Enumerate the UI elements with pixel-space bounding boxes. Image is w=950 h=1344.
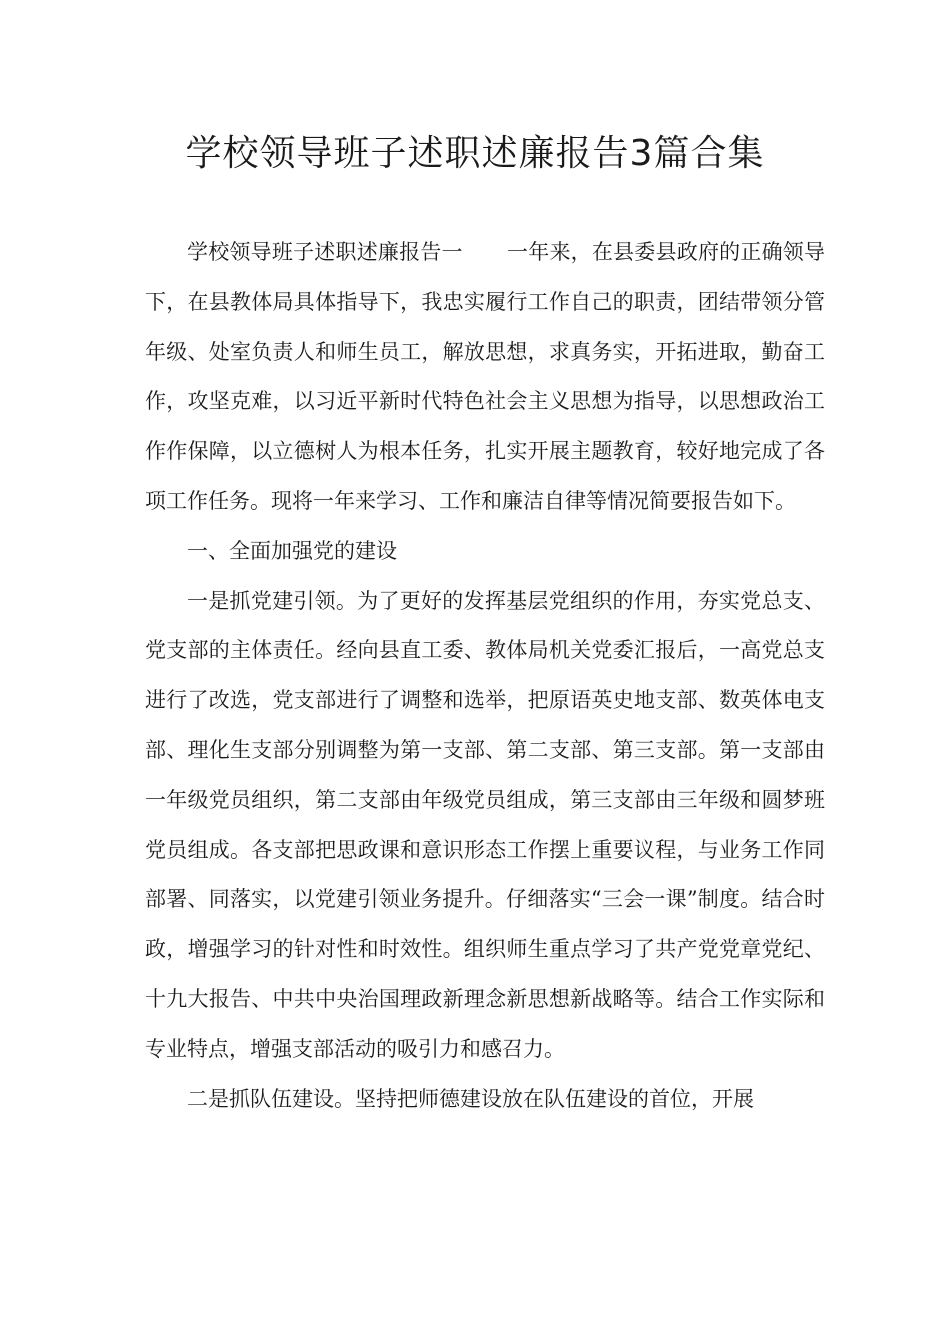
document-body [145,228,825,1124]
paragraph-party-building: 一是抓党建引领。为了更好的发挥基层党组织的作用，夯实党总支、党支部的主体责任。经向县直工委、教体局机关党委汇报后，一高党总支进行了改选，党支部进行了调整和选举，把原语英史地支部、数英体电支部、理化生支部分别调整为第一支部、第二支部、第三支部。第一支部由一年级党员组织，第二支部由年级党员组成，第三支部由三年级和圆梦班党员组成。各支部把思政课和意识形态工作摆上重要议程，与业务工作同部署、同落实，以党建引领业务提升。仔细落实“三会一课”制度。结合时政，增强学习的针对性和时效性。组织师生重点学习了共产党党章党纪、十九大报告、中共中央治国理政新理念新思想新战略等。结合工作实际和专业特点，增强支部活动的吸引力和感召力。 [145,588,825,1061]
paragraph-team-building: 二是抓队伍建设。坚持把师德建设放在队伍建设的首位，开展 [187,1086,754,1111]
report-lead-title: 学校领导班子述职述廉报告一 [187,240,463,264]
document-title: 学校领导班子述职述廉报告3篇合集 [185,133,765,174]
intro-text: 一年来，在县委县政府的正确领导下，在县教体局具体指导下，我忠实履行工作自己的职责，团结带领分管年级、处室负责人和师生员工，解放思想，求真务实，开拓进取，勤奋工作，攻坚克难，以习近平新时代特色社会主义思想为指导，以思想政治工作作保障，以立德树人为根本任务，扎实开展主题教育，较好地完成了各项工作任务。现将一年来学习、工作和廉洁自律等情况简要报告如下。 [145,240,826,513]
paragraph-intro [145,228,825,527]
section-heading: 一、全面加强党的建设 [187,538,397,563]
